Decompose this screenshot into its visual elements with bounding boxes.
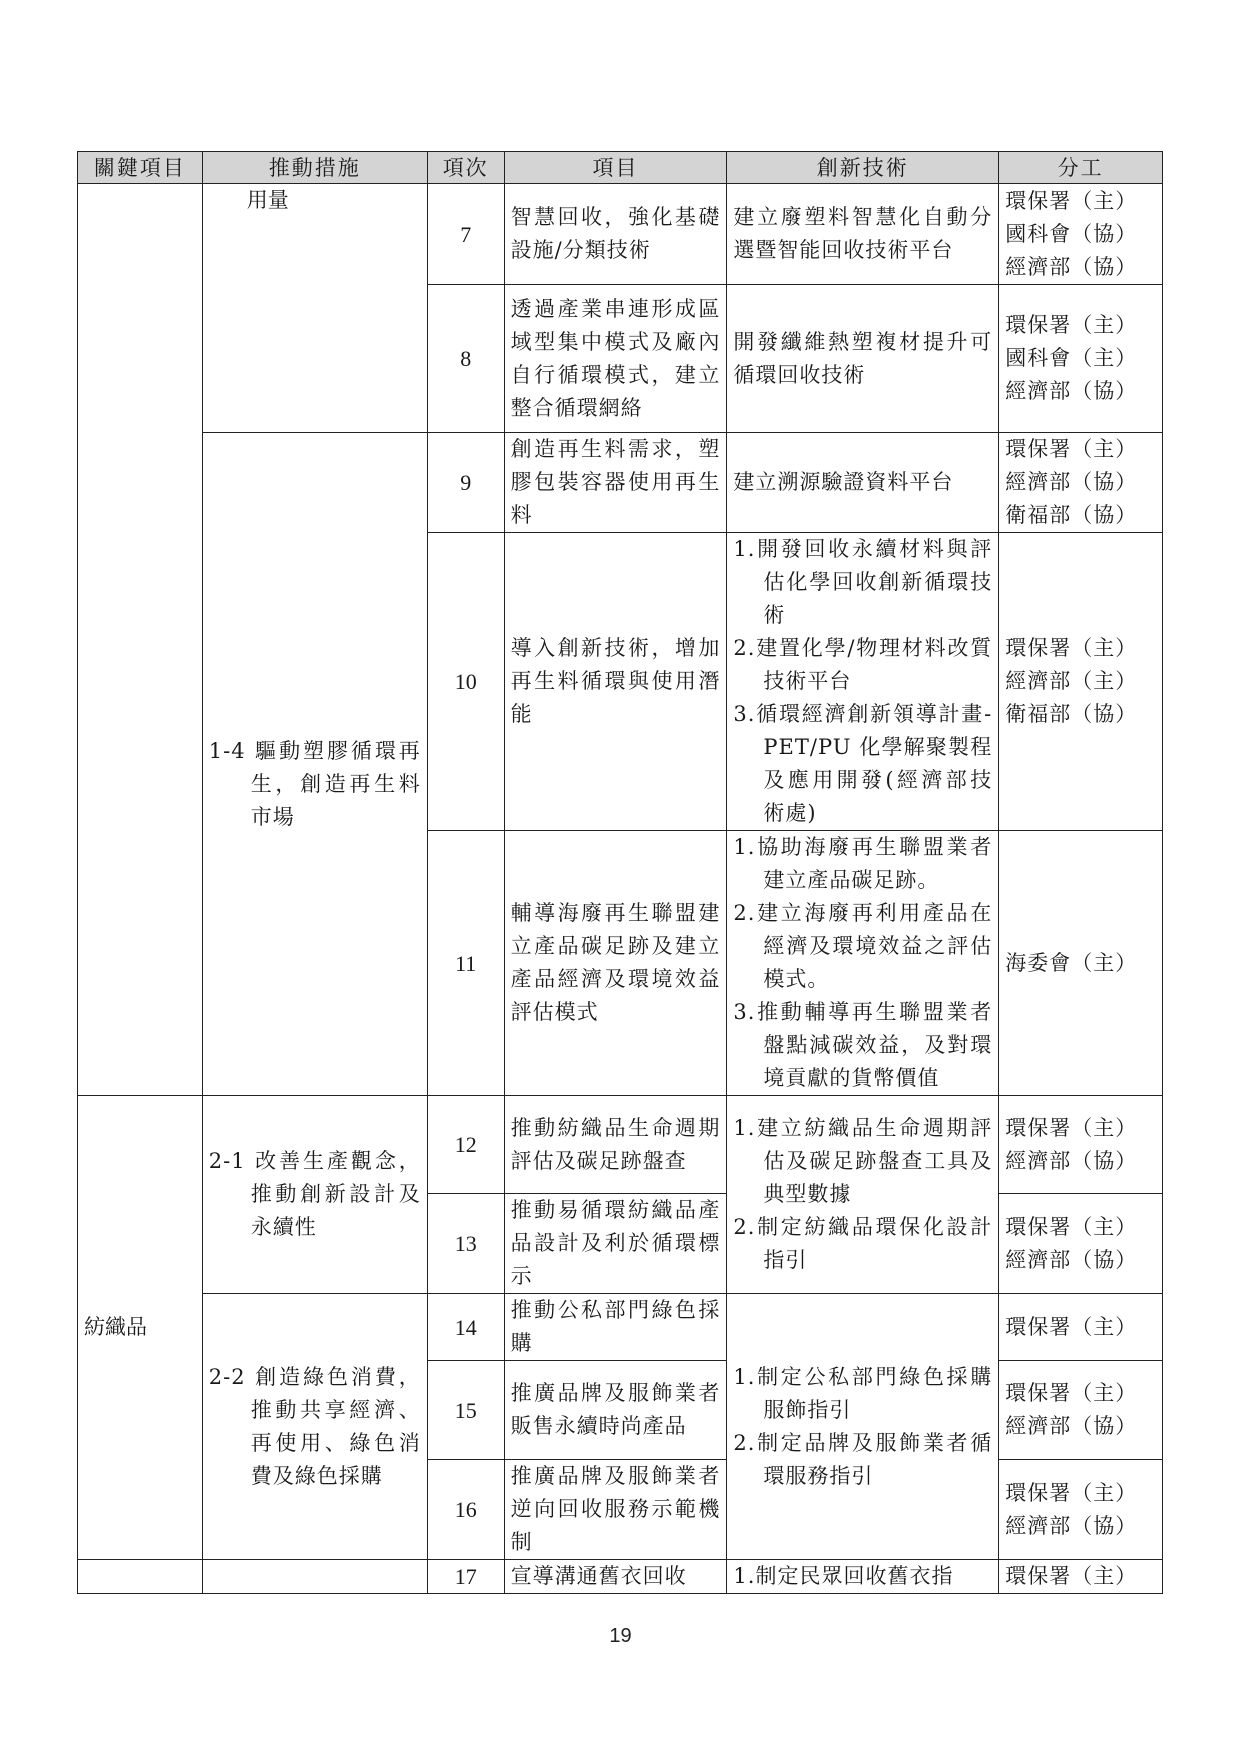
- header-key-item: 關鍵項目: [78, 152, 203, 184]
- item-cell: 智慧回收，強化基礎設施/分類技術: [504, 184, 727, 285]
- header-measure: 推動措施: [202, 152, 427, 184]
- tech-list-item: 2.建置化學/物理材料改質技術平台: [733, 636, 993, 693]
- tech-cell: [727, 533, 999, 831]
- tech-cell: [727, 1294, 999, 1560]
- division-cell: 環保署（主） 經濟部（協）: [999, 1096, 1163, 1194]
- header-item: 項目: [504, 152, 727, 184]
- item-cell: 推廣品牌及服飾業者販售永續時尚產品: [504, 1361, 727, 1460]
- tech-list-item: 1.建立紡織品生命週期評估及碳足跡盤查工具及典型數據: [733, 1116, 993, 1206]
- measure-cell: 1-4 驅動塑膠循環再生，創造再生料市場: [202, 433, 427, 1096]
- tech-cell: 建立廢塑料智慧化自動分選暨智能回收技術平台: [727, 184, 999, 285]
- item-number: 13: [427, 1194, 504, 1294]
- table-row: [78, 433, 1163, 533]
- item-number: 9: [427, 433, 504, 533]
- item-cell: 推廣品牌及服飾業者逆向回收服務示範機制: [504, 1460, 727, 1560]
- division-cell: 環保署（主） 經濟部（協）: [999, 1361, 1163, 1460]
- tech-list-item: 3.推動輔導再生聯盟業者盤點減碳效益，及對環境貢獻的貨幣價值: [733, 1000, 993, 1090]
- measure-cell: 2-1 改善生產觀念，推動創新設計及永續性: [202, 1096, 427, 1294]
- item-number: 16: [427, 1460, 504, 1560]
- division-cell: 環保署（主） 經濟部（協）: [999, 1194, 1163, 1294]
- tech-cell: [727, 1096, 999, 1294]
- division-cell: 海委會（主）: [999, 831, 1163, 1096]
- item-number: 17: [427, 1560, 504, 1594]
- header-number: 項次: [427, 152, 504, 184]
- item-number: 11: [427, 831, 504, 1096]
- item-number: 8: [427, 285, 504, 433]
- tech-cell: 1.制定民眾回收舊衣指: [727, 1560, 999, 1594]
- tech-list-item: 2.制定品牌及服飾業者循環服務指引: [733, 1430, 993, 1488]
- item-cell: 創造再生料需求，塑膠包裝容器使用再生料: [504, 433, 727, 533]
- division-cell: 環保署（主）: [999, 1294, 1163, 1361]
- division-cell: 環保署（主） 經濟部（主） 衛福部（協）: [999, 533, 1163, 831]
- measure-cell: 2-2 創造綠色消費，推動共享經濟、再使用、綠色消費及綠色採購: [202, 1294, 427, 1560]
- table-row: [78, 1560, 1163, 1594]
- item-number: 15: [427, 1361, 504, 1460]
- header-tech: 創新技術: [727, 152, 999, 184]
- key-item-cell: [78, 1560, 203, 1594]
- item-cell: 推動公私部門綠色採購: [504, 1294, 727, 1361]
- item-cell: 推動易循環紡織品產品設計及利於循環標示: [504, 1194, 727, 1294]
- key-item-cell: 紡織品: [78, 1096, 203, 1560]
- tech-list-item: 1.制定公私部門綠色採購服飾指引: [733, 1364, 993, 1422]
- item-cell: 輔導海廢再生聯盟建立產品碳足跡及建立產品經濟及環境效益評估模式: [504, 831, 727, 1096]
- division-cell: 環保署（主） 國科會（協） 經濟部（協）: [999, 184, 1163, 285]
- tech-list-item: 2.制定紡織品環保化設計指引: [733, 1215, 993, 1272]
- table-row: [78, 184, 1163, 285]
- tech-list-item: 3.循環經濟創新領導計畫-PET/PU 化學解聚製程及應用開發(經濟部技術處): [733, 702, 993, 825]
- item-number: 7: [427, 184, 504, 285]
- tech-cell: [727, 831, 999, 1096]
- header-division: 分工: [999, 152, 1163, 184]
- item-number: 14: [427, 1294, 504, 1361]
- division-cell: 環保署（主） 國科會（主） 經濟部（協）: [999, 285, 1163, 433]
- table-row: [78, 1096, 1163, 1194]
- table-header-row: [78, 152, 1163, 184]
- item-cell: 導入創新技術，增加再生料循環與使用潛能: [504, 533, 727, 831]
- division-cell: 環保署（主） 經濟部（協） 衛福部（協）: [999, 433, 1163, 533]
- tech-cell: 建立溯源驗證資料平台: [727, 433, 999, 533]
- item-cell: 透過產業串連形成區域型集中模式及廠內自行循環模式，建立整合循環網絡: [504, 285, 727, 433]
- item-cell: 推動紡織品生命週期評估及碳足跡盤查: [504, 1096, 727, 1194]
- tech-cell: 開發纖維熱塑複材提升可循環回收技術: [727, 285, 999, 433]
- tech-list-item: 1.開發回收永續材料與評估化學回收創新循環技術: [733, 537, 993, 627]
- policy-table: [77, 151, 1163, 1594]
- item-number: 12: [427, 1096, 504, 1194]
- division-cell: 環保署（主）: [999, 1560, 1163, 1594]
- tech-list-item: 1.協助海廢再生聯盟業者建立產品碳足跡。: [733, 835, 993, 892]
- page-number: 19: [609, 1625, 632, 1647]
- division-cell: 環保署（主） 經濟部（協）: [999, 1460, 1163, 1560]
- table-row: [78, 1294, 1163, 1361]
- item-number: 10: [427, 533, 504, 831]
- item-cell: 宣導溝通舊衣回收: [504, 1560, 727, 1594]
- measure-cell: 用量: [202, 184, 427, 433]
- measure-cell: [202, 1560, 427, 1594]
- key-item-cell: [78, 184, 203, 1096]
- tech-list-item: 2.建立海廢再利用產品在經濟及環境效益之評估模式。: [733, 901, 993, 991]
